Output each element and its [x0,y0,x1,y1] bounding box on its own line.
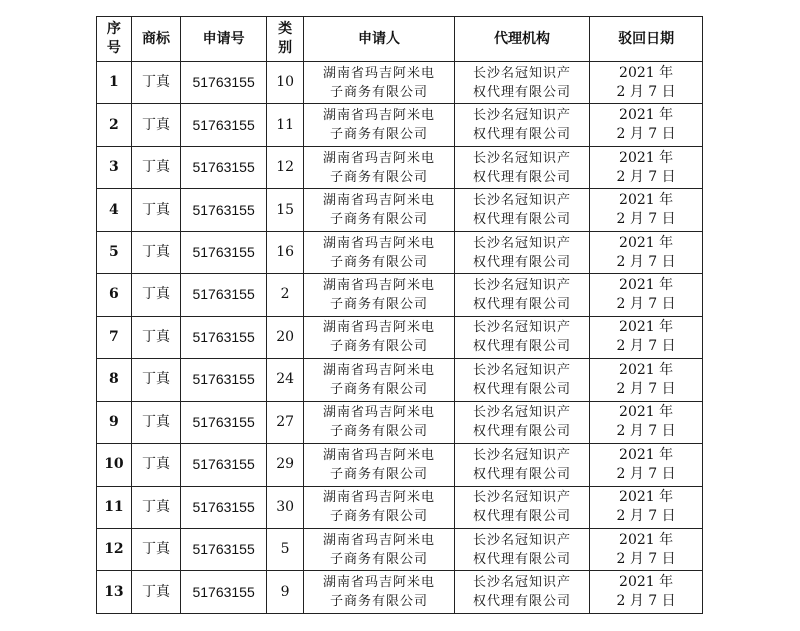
table-row [97,146,703,188]
row-applicant-line1: 湖南省玛吉阿米电 [322,490,435,506]
row-applicant [304,146,455,188]
row-seq: 8 [97,359,132,401]
row-app-no: 51763155 [181,401,267,443]
row-applicant-line1: 湖南省玛吉阿米电 [322,193,435,209]
row-mark: 丁真 [131,528,180,570]
row-applicant-line2: 子商务有限公司 [329,424,428,440]
table-row [97,104,703,146]
row-applicant-line1: 湖南省玛吉阿米电 [322,575,435,591]
row-seq: 11 [97,486,132,528]
row-applicant-line1: 湖南省玛吉阿米电 [322,532,435,548]
row-reject-date-line2: 2 月 7 日 [616,380,676,397]
row-applicant [304,571,455,614]
row-applicant [304,401,455,443]
row-agency [454,146,589,188]
row-agency-line1: 长沙名冠知识产 [472,362,571,378]
row-class: 12 [267,146,304,188]
table-row [97,528,703,570]
row-app-no: 51763155 [181,62,267,104]
row-seq: 13 [97,571,132,614]
row-agency-line1: 长沙名冠知识产 [472,108,571,124]
row-agency [454,316,589,358]
table-row [97,274,703,316]
row-applicant [304,231,455,273]
row-reject-date [590,444,703,486]
row-reject-date-line1: 2021 年 [619,107,674,124]
table-body [97,62,703,614]
row-reject-date [590,62,703,104]
row-agency-line2: 权代理有限公司 [472,212,571,228]
row-seq: 5 [97,231,132,273]
header-class-line2: 别 [278,40,293,56]
row-seq: 1 [97,62,132,104]
row-applicant-line1: 湖南省玛吉阿米电 [322,235,435,251]
row-applicant [304,189,455,231]
row-agency [454,62,589,104]
header-row [97,17,703,62]
row-mark: 丁真 [131,189,180,231]
row-mark: 丁真 [131,571,180,614]
row-agency [454,571,589,614]
table-row [97,444,703,486]
row-reject-date-line1: 2021 年 [619,404,674,421]
row-applicant-line1: 湖南省玛吉阿米电 [322,65,435,81]
row-agency-line1: 长沙名冠知识产 [472,490,571,506]
header-seq-line2: 号 [106,40,121,56]
row-mark: 丁真 [131,62,180,104]
row-applicant-line2: 子商务有限公司 [329,466,428,482]
row-class: 5 [267,528,304,570]
row-agency-line2: 权代理有限公司 [472,424,571,440]
row-reject-date [590,528,703,570]
row-agency-line2: 权代理有限公司 [472,84,571,100]
row-reject-date [590,571,703,614]
row-mark: 丁真 [131,316,180,358]
row-class: 11 [267,104,304,146]
row-applicant-line1: 湖南省玛吉阿米电 [322,447,435,463]
row-applicant-line2: 子商务有限公司 [329,551,428,567]
header-mark: 商标 [131,17,180,62]
row-applicant-line2: 子商务有限公司 [329,212,428,228]
trademark-rejection-table [96,16,703,614]
header-class-line1: 类 [278,21,293,37]
row-applicant-line2: 子商务有限公司 [329,339,428,355]
row-reject-date-line1: 2021 年 [619,234,674,251]
row-applicant [304,359,455,401]
row-mark: 丁真 [131,146,180,188]
row-applicant [304,316,455,358]
row-reject-date-line2: 2 月 7 日 [616,126,676,143]
row-reject-date-line2: 2 月 7 日 [616,253,676,270]
row-app-no: 51763155 [181,486,267,528]
row-applicant [304,444,455,486]
row-class: 20 [267,316,304,358]
row-agency-line2: 权代理有限公司 [472,466,571,482]
row-agency-line2: 权代理有限公司 [472,254,571,270]
row-agency [454,444,589,486]
row-agency-line2: 权代理有限公司 [472,509,571,525]
row-applicant [304,104,455,146]
row-mark: 丁真 [131,231,180,273]
row-class: 10 [267,62,304,104]
row-applicant-line1: 湖南省玛吉阿米电 [322,362,435,378]
row-seq: 2 [97,104,132,146]
table-row [97,571,703,614]
row-applicant-line2: 子商务有限公司 [329,594,428,610]
table-row [97,231,703,273]
row-agency-line1: 长沙名冠知识产 [472,405,571,421]
row-class: 9 [267,571,304,614]
row-app-no: 51763155 [181,359,267,401]
row-agency [454,189,589,231]
row-mark: 丁真 [131,359,180,401]
table-row [97,401,703,443]
row-reject-date-line2: 2 月 7 日 [616,508,676,525]
row-reject-date [590,189,703,231]
row-mark: 丁真 [131,444,180,486]
row-mark: 丁真 [131,104,180,146]
row-applicant [304,486,455,528]
row-agency-line2: 权代理有限公司 [472,339,571,355]
row-agency-line1: 长沙名冠知识产 [472,575,571,591]
row-reject-date-line2: 2 月 7 日 [616,211,676,228]
row-reject-date-line2: 2 月 7 日 [616,593,676,610]
row-seq: 7 [97,316,132,358]
row-reject-date [590,359,703,401]
header-applicant: 申请人 [304,17,455,62]
row-app-no: 51763155 [181,146,267,188]
row-agency-line1: 长沙名冠知识产 [472,235,571,251]
row-reject-date [590,146,703,188]
row-app-no: 51763155 [181,274,267,316]
table-row [97,486,703,528]
row-class: 29 [267,444,304,486]
row-app-no: 51763155 [181,316,267,358]
header-agency: 代理机构 [454,17,589,62]
row-applicant-line1: 湖南省玛吉阿米电 [322,277,435,293]
row-agency-line2: 权代理有限公司 [472,127,571,143]
row-seq: 6 [97,274,132,316]
row-applicant-line2: 子商务有限公司 [329,169,428,185]
row-reject-date-line2: 2 月 7 日 [616,83,676,100]
row-reject-date-line1: 2021 年 [619,446,674,463]
row-seq: 9 [97,401,132,443]
row-reject-date-line2: 2 月 7 日 [616,423,676,440]
row-reject-date-line1: 2021 年 [619,276,674,293]
row-applicant-line1: 湖南省玛吉阿米电 [322,320,435,336]
row-agency-line1: 长沙名冠知识产 [472,150,571,166]
row-agency-line2: 权代理有限公司 [472,296,571,312]
row-seq: 3 [97,146,132,188]
row-agency-line2: 权代理有限公司 [472,381,571,397]
row-applicant [304,62,455,104]
row-agency-line1: 长沙名冠知识产 [472,532,571,548]
row-class: 15 [267,189,304,231]
header-app-no: 申请号 [181,17,267,62]
row-agency [454,231,589,273]
row-applicant-line2: 子商务有限公司 [329,296,428,312]
header-class [267,17,304,62]
row-reject-date [590,486,703,528]
row-applicant [304,528,455,570]
row-reject-date [590,316,703,358]
row-reject-date-line2: 2 月 7 日 [616,550,676,567]
row-reject-date-line1: 2021 年 [619,149,674,166]
row-agency-line1: 长沙名冠知识产 [472,65,571,81]
row-agency-line2: 权代理有限公司 [472,169,571,185]
row-reject-date-line2: 2 月 7 日 [616,168,676,185]
row-agency-line1: 长沙名冠知识产 [472,277,571,293]
row-agency-line1: 长沙名冠知识产 [472,193,571,209]
row-class: 16 [267,231,304,273]
row-reject-date-line2: 2 月 7 日 [616,338,676,355]
row-seq: 10 [97,444,132,486]
table-row [97,316,703,358]
row-app-no: 51763155 [181,444,267,486]
row-class: 30 [267,486,304,528]
row-agency [454,486,589,528]
row-reject-date-line1: 2021 年 [619,574,674,591]
row-applicant-line1: 湖南省玛吉阿米电 [322,150,435,166]
row-agency-line2: 权代理有限公司 [472,594,571,610]
row-reject-date [590,401,703,443]
row-mark: 丁真 [131,401,180,443]
row-agency [454,359,589,401]
row-applicant-line1: 湖南省玛吉阿米电 [322,108,435,124]
row-agency [454,274,589,316]
row-seq: 12 [97,528,132,570]
row-applicant-line2: 子商务有限公司 [329,254,428,270]
row-applicant-line2: 子商务有限公司 [329,381,428,397]
row-reject-date-line2: 2 月 7 日 [616,465,676,482]
header-seq [97,17,132,62]
row-reject-date-line1: 2021 年 [619,192,674,209]
header-seq-line1: 序 [106,21,121,37]
row-mark: 丁真 [131,486,180,528]
row-agency-line2: 权代理有限公司 [472,551,571,567]
header-reject-date: 驳回日期 [590,17,703,62]
row-agency-line1: 长沙名冠知识产 [472,447,571,463]
table-row [97,189,703,231]
row-class: 2 [267,274,304,316]
row-reject-date [590,104,703,146]
row-agency [454,104,589,146]
row-class: 27 [267,401,304,443]
table-row [97,359,703,401]
row-reject-date-line1: 2021 年 [619,319,674,336]
row-agency-line1: 长沙名冠知识产 [472,320,571,336]
row-agency [454,401,589,443]
row-agency [454,528,589,570]
row-app-no: 51763155 [181,104,267,146]
row-reject-date [590,231,703,273]
row-app-no: 51763155 [181,231,267,273]
row-seq: 4 [97,189,132,231]
row-app-no: 51763155 [181,571,267,614]
row-applicant-line2: 子商务有限公司 [329,84,428,100]
row-applicant-line2: 子商务有限公司 [329,509,428,525]
row-reject-date-line1: 2021 年 [619,531,674,548]
row-reject-date-line1: 2021 年 [619,64,674,81]
row-reject-date-line1: 2021 年 [619,489,674,506]
row-class: 24 [267,359,304,401]
row-app-no: 51763155 [181,189,267,231]
row-applicant-line2: 子商务有限公司 [329,127,428,143]
row-applicant [304,274,455,316]
row-reject-date [590,274,703,316]
table-row [97,62,703,104]
row-applicant-line1: 湖南省玛吉阿米电 [322,405,435,421]
row-reject-date-line1: 2021 年 [619,361,674,378]
row-mark: 丁真 [131,274,180,316]
row-reject-date-line2: 2 月 7 日 [616,295,676,312]
row-app-no: 51763155 [181,528,267,570]
